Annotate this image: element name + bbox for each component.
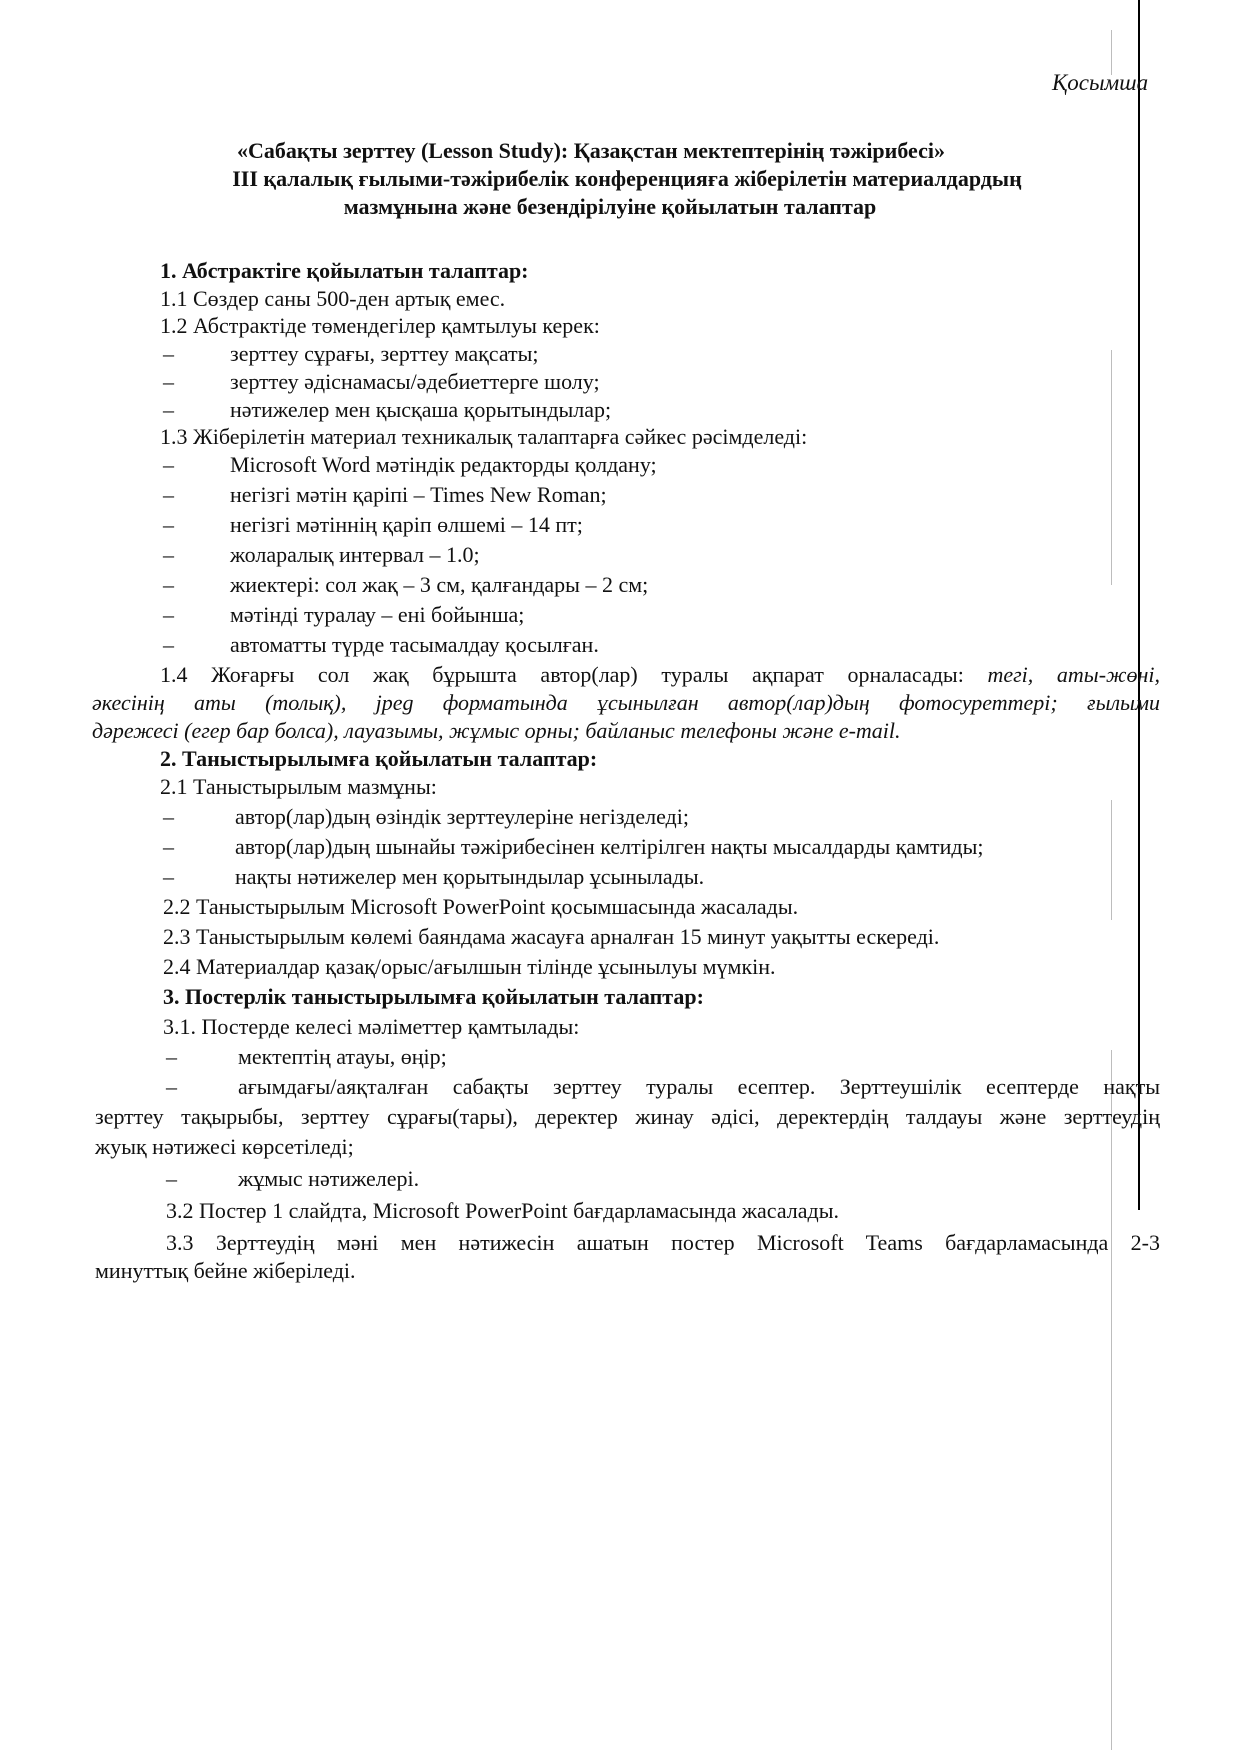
section-2-heading: 2. Таныстырылымға қойылатын талаптар: [160,746,598,771]
s1-p1: 1.1 Сөздер саны 500-ден артық емес. [160,286,506,311]
bullet: – [163,341,174,366]
bullet: – [163,397,174,422]
s1-p3-item-7: автоматты түрде тасымалдау қосылған. [230,632,599,657]
bullet: – [163,804,174,829]
bullet: – [163,452,174,477]
title-line-1: «Сабақты зерттеу (Lesson Study): Қазақстан мектептерінің тәжірибесі» [237,138,945,163]
annex-label: Қосымша [1052,70,1149,95]
bullet: – [163,632,174,657]
s1-p2-item-1: зерттеу сұрағы, зерттеу мақсаты; [230,341,539,366]
s2-p3: 2.3 Таныстырылым көлемі баяндама жасауға арналған 15 минут уақытты ескереді. [163,924,940,949]
s3-item-2-line-1: ағымдағы/аяқталған сабақты зерттеу туралы есептер. Зерттеушілік есептерде нақты [238,1074,1160,1099]
scan-faint-line-3 [1111,800,1112,920]
s1-p4-line-3: дәрежесі (егер бар болса), лауазымы, жұмыс орны; байланыс телефоны және e-mail. [92,718,901,743]
title-line-3: мазмұнына және безендірілуіне қойылатын талаптар [343,194,877,219]
s1-p4-line-1 [160,662,1160,688]
section-1-heading: 1. Абстрактіге қойылатын талаптар: [160,258,529,283]
s3-item-1: мектептің атауы, өңір; [238,1044,447,1069]
bullet: – [163,482,174,507]
s2-p1: 2.1 Таныстырылым мазмұны: [160,774,437,799]
s2-p2: 2.2 Таныстырылым Microsoft PowerPoint қосымшасында жасалады. [163,894,799,919]
bullet: – [163,512,174,537]
bullet: – [166,1074,177,1099]
s3-item-2-line-3: жуық нәтижесі көрсетіледі; [95,1134,354,1159]
scan-faint-line-1 [1111,30,1112,75]
scan-faint-line-4 [1111,1050,1112,1750]
s3-item-2-line-2: зерттеу тақырыбы, зерттеу сұрағы(тары), деректер жинау әдісі, деректердің талдауы және зерттеудің [95,1104,1160,1129]
s1-p3-item-4: жоларалық интервал – 1.0; [230,542,480,567]
section-3-heading: 3. Постерлік таныстырылымға қойылатын талаптар: [163,984,704,1009]
s1-p4-line-2: әкесінің аты (толық), jpeg форматында ұсынылған автор(лар)дың фотосуреттері; ғылыми [92,690,1160,715]
bullet: – [163,602,174,627]
s1-p2: 1.2 Абстрактіде төмендегілер қамтылуы керек: [160,313,600,338]
bullet: – [163,572,174,597]
bullet: – [163,542,174,567]
bullet: – [166,1044,177,1069]
s1-p2-item-3: нәтижелер мен қысқаша қорытындылар; [230,397,612,422]
s1-p2-item-2: зерттеу әдіснамасы/әдебиеттерге шолу; [230,369,600,394]
s1-p3-item-3: негізгі мәтіннің қаріп өлшемі – 14 пт; [230,512,583,537]
s1-p3-item-2: негізгі мәтін қаріпі – Times New Roman; [230,482,607,507]
bullet: – [166,1166,177,1191]
s2-p1-item-2: автор(лар)дың шынайы тәжірибесінен келтірілген нақты мысалдарды қамтиды; [235,834,984,859]
s1-p3-item-5: жиектері: сол жақ – 3 см, қалғандары – 2 см; [230,572,649,597]
bullet: – [163,369,174,394]
s2-p4: 2.4 Материалдар қазақ/орыс/ағылшын тілінде ұсынылуы мүмкін. [163,954,776,979]
bullet: – [163,864,174,889]
s2-p1-item-3: нақты нәтижелер мен қорытындылар ұсынылады. [235,864,705,889]
s1-p4-italic: тегі, аты-жөні, [987,662,1161,687]
s1-p3-item-1: Microsoft Word мәтіндік редакторды қолдану; [230,452,657,477]
s3-item-3: жұмыс нәтижелері. [238,1166,420,1191]
s3-p1: 3.1. Постерде келесі мәліметтер қамтылады: [163,1014,580,1039]
bullet: – [163,834,174,859]
title-line-2: ІІІ қалалық ғылыми-тәжірибелік конференцияға жіберілетін материалдардың [232,166,1022,191]
s1-p4-plain: 1.4 Жоғарғы сол жақ бұрышта автор(лар) туралы ақпарат орналасады: [160,662,988,687]
s3-p3-line-2: минуттық бейне жіберіледі. [95,1258,356,1283]
s1-p3-item-6: мәтінді туралау – ені бойынша; [230,602,525,627]
s1-p3: 1.3 Жіберілетін материал техникалық талаптарға сәйкес рәсімделеді: [160,424,808,449]
scan-faint-line-2 [1111,350,1112,585]
s3-p3-line-1: 3.3 Зерттеудің мәні мен нәтижесін ашатын постер Microsoft Teams бағдарламасында 2-3 [166,1230,1160,1255]
s2-p1-item-1: автор(лар)дың өзіндік зерттеулеріне негізделеді; [235,804,689,829]
s3-p2: 3.2 Постер 1 слайдта, Microsoft PowerPoint бағдарламасында жасалады. [166,1198,840,1223]
